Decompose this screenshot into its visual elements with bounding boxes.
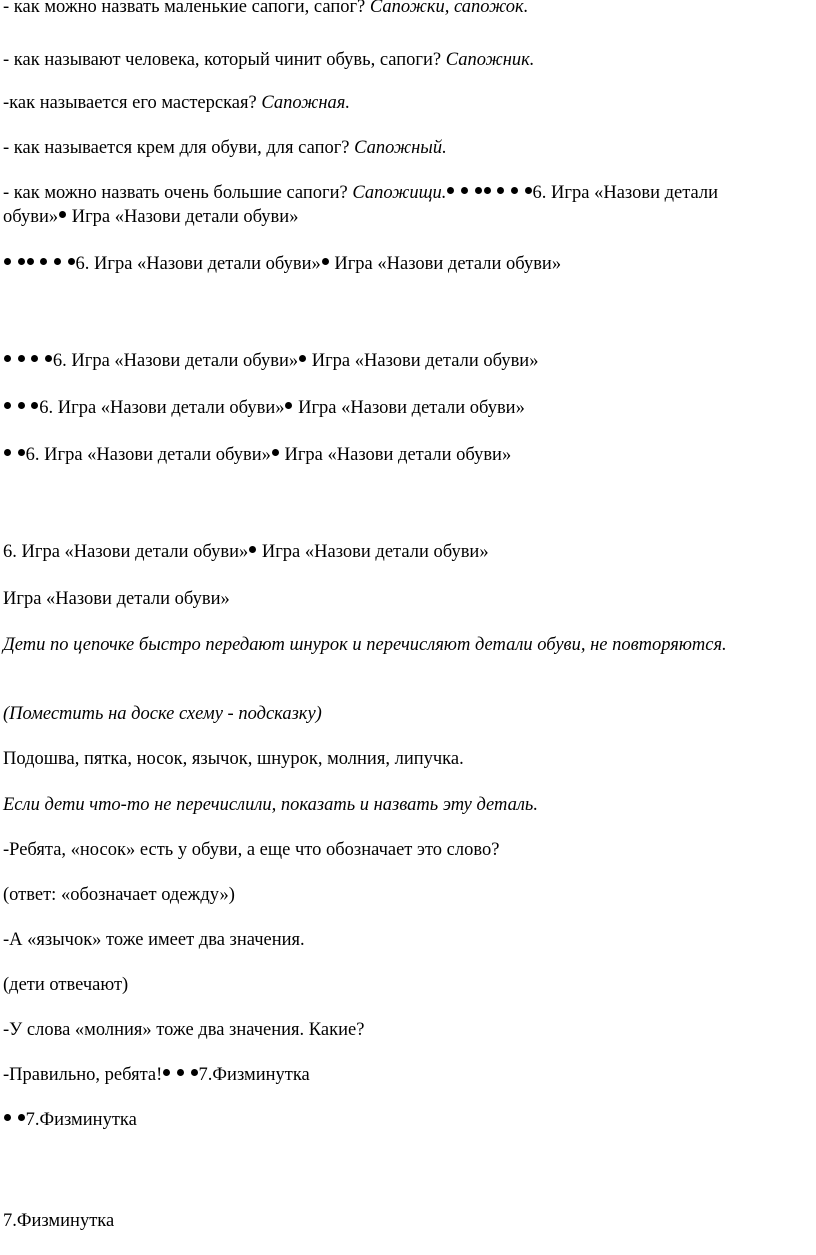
game-heading: Игра «Назови детали обуви»	[67, 207, 299, 227]
answer-text: Сапожная.	[261, 93, 350, 113]
shoe-parts-list: Подошва, пятка, носок, язычок, шнурок, молния, липучка.	[3, 749, 464, 769]
question-text: - как можно назвать маленькие сапоги, сапог?	[3, 0, 370, 17]
bullet-icon	[163, 1069, 170, 1076]
game-heading-part: обуви»	[3, 207, 59, 227]
game-heading: Игра «Назови детали обуви»	[329, 254, 562, 274]
game-heading: Игра «Назови детали обуви»	[279, 445, 512, 465]
game-heading: 6. Игра «Назови детали	[532, 183, 719, 203]
game-heading: Игра «Назови детали обуви»	[293, 398, 525, 418]
question-workshop	[3, 92, 350, 114]
question-big-boots	[3, 182, 718, 204]
bullet-icon	[249, 546, 256, 553]
praise-line	[3, 1064, 310, 1086]
bullet-icon	[285, 402, 292, 409]
praise-text: -Правильно, ребята!	[3, 1065, 163, 1085]
game-heading: 6. Игра «Назови детали обуви»	[52, 351, 299, 371]
question-sock: -Ребята, «носок» есть у обуви, а еще что обозначает это слово?	[3, 840, 500, 860]
game-heading: 6. Игра «Назови детали обуви»	[25, 445, 271, 465]
game-heading-row	[3, 397, 525, 419]
bullet-icon	[475, 187, 482, 194]
bullet-icon	[511, 187, 518, 194]
bullet-icon	[484, 187, 491, 194]
question-shoemaker	[3, 49, 534, 71]
section-heading: 7.Физминутка	[198, 1065, 310, 1085]
question-shoe-cream	[3, 137, 447, 159]
bullet-icon	[525, 187, 532, 194]
bullet-icon	[177, 1069, 184, 1076]
bullet-icon	[461, 187, 468, 194]
section-heading: 7.Физминутка	[3, 1211, 115, 1231]
section-heading-row	[3, 1109, 137, 1131]
question-text: - как можно назвать очень большие сапоги?	[3, 183, 353, 203]
bullet-icon	[40, 258, 47, 265]
bullet-icon	[4, 402, 11, 409]
bullet-icon	[497, 187, 504, 194]
bullet-icon	[45, 355, 52, 362]
game-heading-row	[3, 253, 561, 275]
answer-sock: (ответ: «обозначает одежду»)	[3, 885, 235, 905]
bullet-icon	[31, 402, 38, 409]
bullet-icon	[4, 1114, 11, 1121]
section-heading: 7.Физминутка	[25, 1110, 137, 1130]
bullet-icon	[54, 258, 61, 265]
game-title: Игра «Назови детали обуви»	[3, 589, 230, 609]
bullet-icon	[31, 355, 38, 362]
bullet-icon	[18, 258, 25, 265]
bullet-icon	[18, 1114, 25, 1121]
bullet-icon	[18, 355, 25, 362]
bullet-icon	[59, 211, 66, 218]
question-text: - как называют человека, который чинит обувь, сапоги?	[3, 50, 446, 70]
bullet-icon	[18, 402, 25, 409]
question-small-boots	[3, 0, 528, 18]
bullet-icon	[299, 355, 306, 362]
answer-text: Сапожник.	[445, 50, 535, 70]
game-heading: 6. Игра «Назови детали обуви»	[3, 542, 249, 562]
bullet-icon	[4, 258, 11, 265]
answer-text: Сапожищи.	[352, 183, 447, 203]
game-heading-row	[3, 350, 538, 372]
question-tongue: -А «язычок» тоже имеет два значения.	[3, 930, 305, 950]
bullet-icon	[27, 258, 34, 265]
answer-text: Сапожный.	[354, 138, 447, 158]
bullet-icon	[191, 1069, 198, 1076]
game-heading: 6. Игра «Назови детали обуви»	[39, 398, 285, 418]
bullet-icon	[322, 258, 329, 265]
children-answer: (дети отвечают)	[3, 975, 129, 995]
game-heading-row	[3, 444, 511, 466]
game-instructions: Дети по цепочке быстро передают шнурок и перечисляют детали обуви, не повторяются.	[3, 635, 727, 655]
bullet-icon	[4, 449, 11, 456]
game-heading-continued	[3, 206, 298, 228]
question-zipper: -У слова «молния» тоже два значения. Какие?	[3, 1020, 365, 1040]
game-heading: Игра «Назови детали обуви»	[257, 542, 489, 562]
answer-text: Сапожки, сапожок.	[369, 0, 529, 17]
bullet-icon	[272, 449, 279, 456]
game-heading-row	[3, 541, 489, 563]
teacher-note: Если дети что-то не перечислили, показать и назвать эту деталь.	[3, 795, 538, 815]
bullet-icon	[68, 258, 75, 265]
question-text: -как называется его мастерская?	[3, 93, 262, 113]
question-text: - как называется крем для обуви, для сапог?	[3, 138, 355, 158]
game-heading: Игра «Назови детали обуви»	[307, 351, 539, 371]
bullet-icon	[4, 355, 11, 362]
board-note: (Поместить на доске схему - подсказку)	[3, 704, 322, 724]
bullet-icon	[447, 187, 454, 194]
game-heading: 6. Игра «Назови детали обуви»	[75, 254, 321, 274]
bullet-icon	[18, 449, 25, 456]
